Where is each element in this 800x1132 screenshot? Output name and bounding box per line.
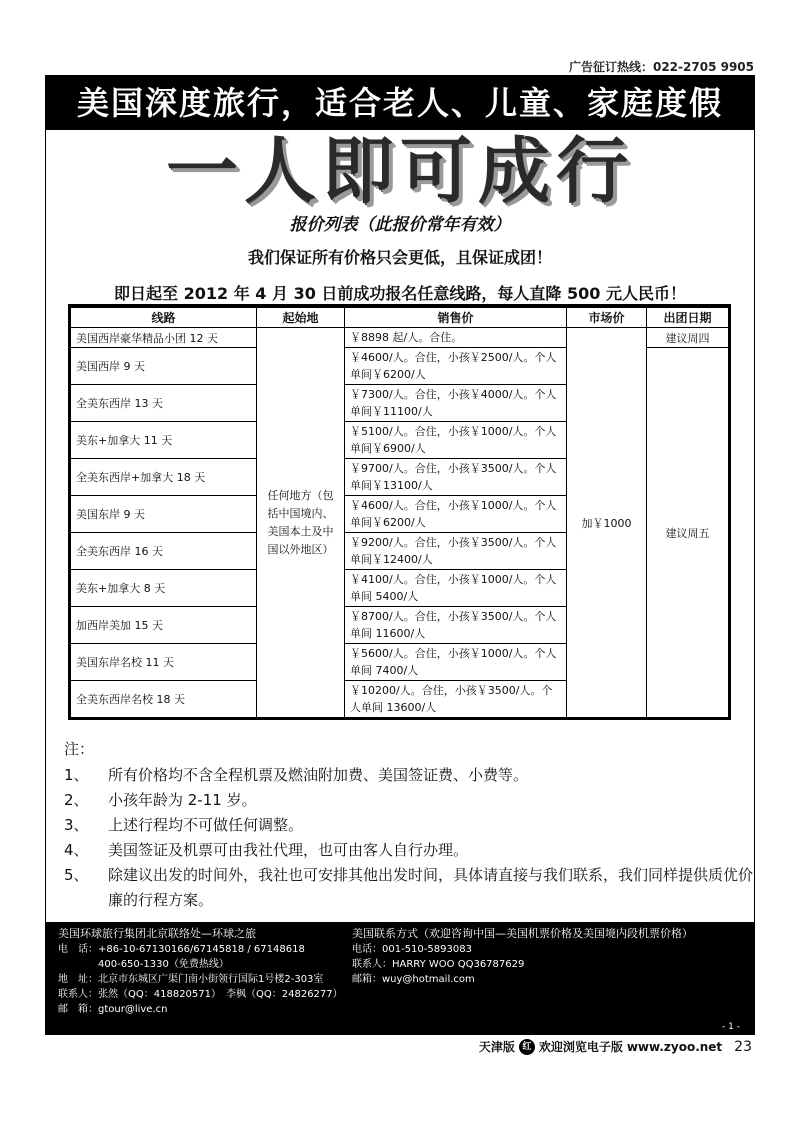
promo-text: 即日起至 2012 年 4 月 30 日前成功报名任意线路，每人直降 500 元人民币！ (114, 284, 686, 303)
price-cell: ￥9700/人。合住，小孩￥3500/人。个人单间￥13100/人 (345, 459, 567, 496)
price-cell: ￥5100/人。合住，小孩￥1000/人。个人单间￥6900/人 (345, 422, 567, 459)
route-cell: 加西岸美加 15 天 (71, 607, 257, 644)
header-price: 销售价 (345, 307, 567, 328)
date-cell-first: 建议周四 (647, 328, 729, 348)
note-number: 5、 (64, 866, 89, 884)
note-item (64, 813, 754, 838)
beijing-contacts: 联系人：张然（QQ：418820571） 李枫（QQ：24826277） (58, 989, 343, 1000)
note-text: 上述行程均不可做任何调整。 (108, 816, 304, 834)
note-item (64, 838, 754, 863)
guarantee-text: 我们保证所有价格只会更低，且保证成团！ (247, 248, 552, 267)
edition-label: 天津版 (478, 1040, 515, 1054)
note-number: 3、 (64, 816, 89, 834)
notes-title: 注： (64, 740, 95, 758)
usa-contact-title: 美国联系方式（欢迎咨询中国—美国机票价格及美国境内段机票价格） (352, 927, 693, 940)
contact-footer (46, 922, 754, 1034)
note-item (64, 863, 754, 913)
ad-hotline: 广告征订热线：022-2705 9905 (568, 60, 754, 74)
banner-title: 美国深度旅行，适合老人、儿童、家庭度假 (46, 76, 754, 130)
header-date: 出团日期 (647, 307, 729, 328)
price-table (70, 306, 729, 718)
price-cell: ￥8898 起/人。合住。 (345, 328, 567, 348)
beijing-contact (58, 926, 348, 1017)
date-cell-rest: 建议周五 (647, 348, 729, 718)
route-cell: 全美东西岸名校 18 天 (71, 681, 257, 718)
route-cell: 美国西岸 9 天 (71, 348, 257, 385)
page-number: 23 (734, 1038, 752, 1055)
price-cell: ￥4600/人。合住，小孩￥1000/人。个人单间￥6200/人 (345, 496, 567, 533)
slogan: 欢迎浏览电子版 (538, 1040, 623, 1054)
header-route: 线路 (71, 307, 257, 328)
beijing-phone: 电 话：+86-10-67130166/67145818 / 67148618 (58, 944, 305, 955)
beijing-email[interactable]: 邮 箱：gtour@live.cn (58, 1004, 168, 1015)
usa-phone: 电话：001-510-5893083 (352, 944, 472, 955)
origin-cell: 任何地方（包括中国境内、美国本土及中国以外地区） (257, 328, 345, 718)
market-price-cell: 加￥1000 (567, 328, 647, 718)
price-cell: ￥8700/人。合住，小孩￥3500/人。个人单间 11600/人 (345, 607, 567, 644)
price-cell: ￥4600/人。合住，小孩￥2500/人。个人单间￥6200/人 (345, 348, 567, 385)
price-cell: ￥10200/人。合住，小孩￥3500/人。个人单间 13600/人 (345, 681, 567, 718)
route-cell: 全美东西岸 13 天 (71, 385, 257, 422)
header-market: 市场价 (567, 307, 647, 328)
footer-page-mark: - 1 - (722, 1022, 740, 1032)
publication-footer (479, 1038, 752, 1055)
note-number: 1、 (64, 766, 89, 784)
note-text: 所有价格均不含全程机票及燃油附加费、美国签证费、小费等。 (108, 766, 529, 784)
price-cell: ￥9200/人。合住，小孩￥3500/人。个人单间￥12400/人 (345, 533, 567, 570)
note-item (64, 788, 754, 813)
usa-email[interactable]: 邮箱：wuy@hotmail.com (352, 974, 475, 985)
route-cell: 美东+加拿大 11 天 (71, 422, 257, 459)
table-row (71, 328, 729, 348)
note-text: 美国签证及机票可由我社代理，也可由客人自行办理。 (108, 841, 469, 859)
beijing-office-name: 美国环球旅行集团北京联络处—环球之旅 (58, 927, 256, 940)
beijing-hotline: 400-650-1330（免费热线） (58, 959, 229, 970)
price-list-subtitle: 报价列表（此报价常年有效） (289, 215, 511, 235)
note-text: 除建议出发的时间外，我社也可安排其他出发时间，具体请直接与我们联系，我们同样提供质优价廉的行程方案。 (108, 866, 754, 909)
site-link[interactable]: www.zyoo.net (626, 1039, 723, 1054)
route-cell: 全美东西岸 16 天 (71, 533, 257, 570)
route-cell: 全美东西岸+加拿大 18 天 (71, 459, 257, 496)
usa-contact-person: 联系人：HARRY WOO QQ36787629 (352, 959, 525, 970)
route-cell: 美国东岸名校 11 天 (71, 644, 257, 681)
header-origin: 起始地 (257, 307, 345, 328)
usa-contact (352, 926, 752, 987)
table-header-row (71, 307, 729, 328)
route-cell: 美东+加拿大 8 天 (71, 570, 257, 607)
route-cell: 美国东岸 9 天 (71, 496, 257, 533)
beijing-address: 地 址：北京市东城区广渠门南小街领行国际1号楼2-303室 (58, 974, 324, 985)
price-cell: ￥5600/人。合住，小孩￥1000/人。个人单间 7400/人 (345, 644, 567, 681)
price-cell: ￥7300/人。合住，小孩￥4000/人。个人单间￥11100/人 (345, 385, 567, 422)
note-text: 小孩年龄为 2-11 岁。 (108, 791, 257, 809)
publication-logo-icon: 红 (519, 1039, 535, 1055)
note-item (64, 763, 754, 788)
route-cell: 美国西岸豪华精品小团 12 天 (71, 328, 257, 348)
notes-section (64, 738, 754, 913)
headline: 一人即可成行 (165, 128, 634, 213)
note-number: 2、 (64, 791, 89, 809)
note-number: 4、 (64, 841, 89, 859)
price-cell: ￥4100/人。合住，小孩￥1000/人。个人单间 5400/人 (345, 570, 567, 607)
